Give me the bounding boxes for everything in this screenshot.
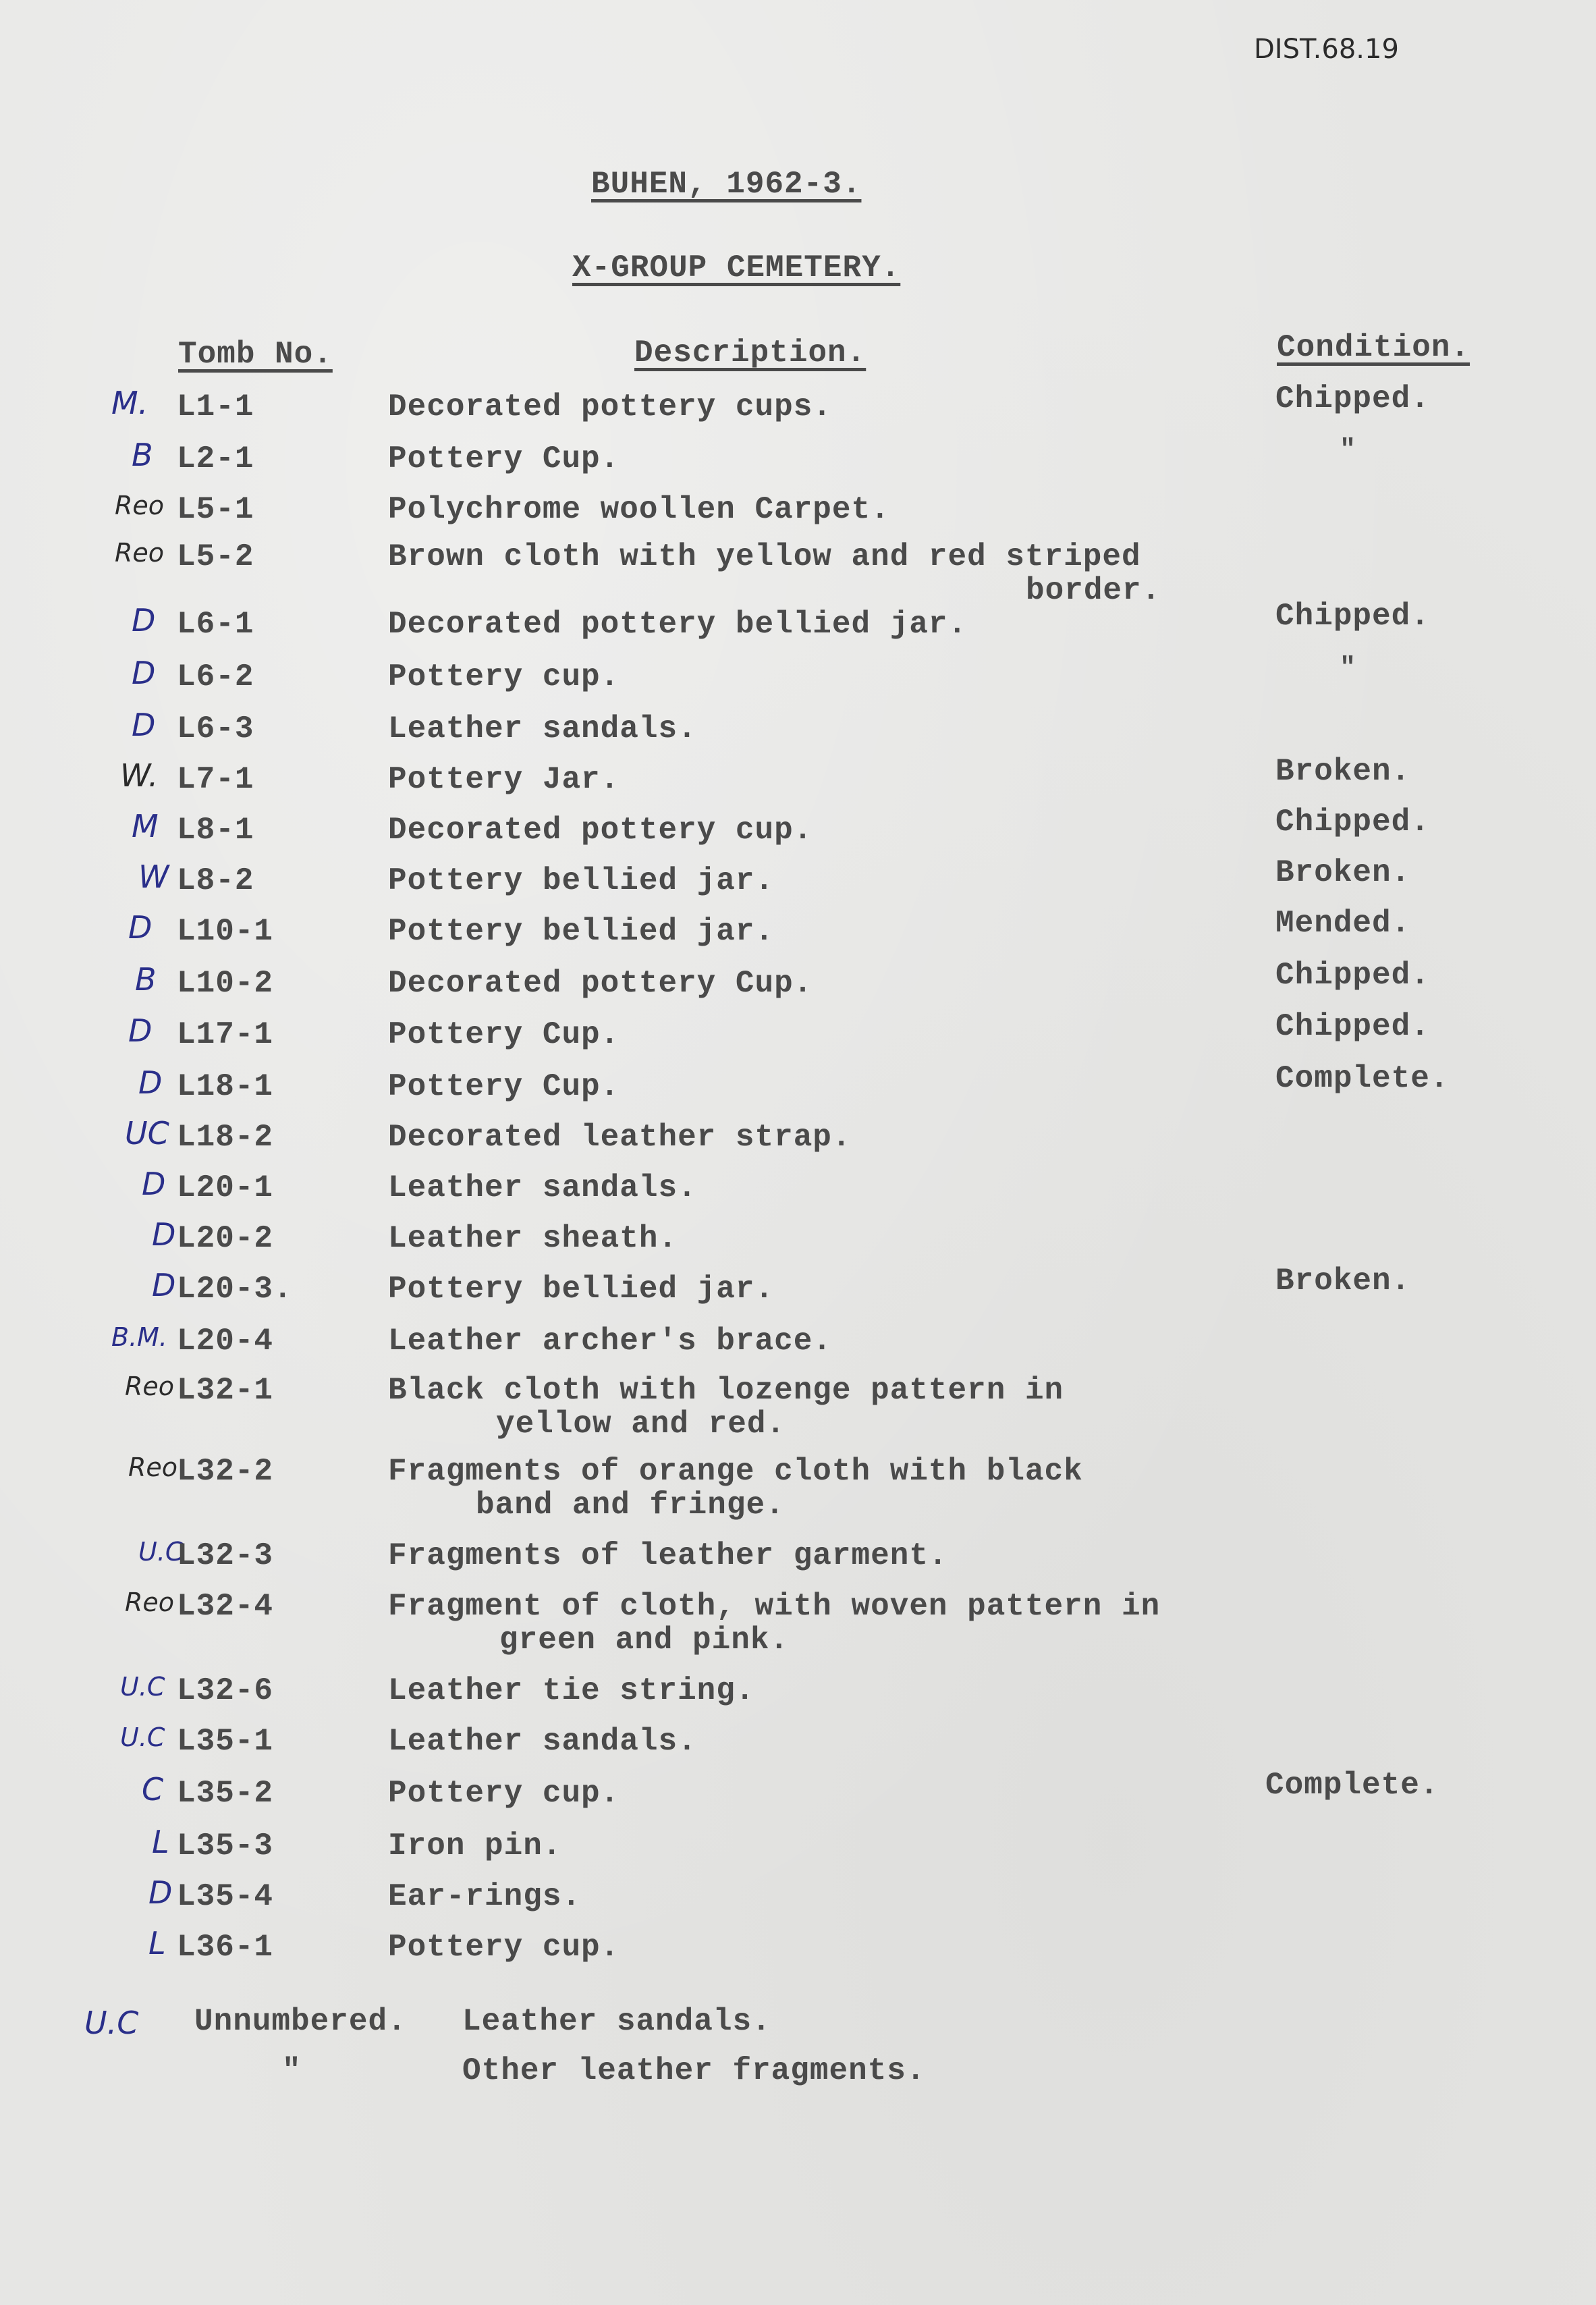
item-description: Leather sheath. (388, 1221, 678, 1256)
tomb-number: L35-3 (177, 1828, 274, 1864)
tomb-number: L6-1 (177, 607, 254, 642)
handwritten-location-mark: W (138, 859, 169, 895)
archive-reference: DIST.68.19 (1254, 34, 1399, 65)
handwritten-location-mark: B.M. (111, 1322, 168, 1352)
item-description: Decorated pottery cup. (388, 813, 813, 848)
handwritten-location-mark: B (132, 437, 153, 473)
handwritten-location-mark: U.C (84, 2005, 139, 2041)
tomb-number: L20-3. (177, 1272, 293, 1307)
tomb-number: L1-1 (177, 389, 254, 425)
item-condition: Chipped. (1275, 599, 1430, 634)
item-description: Leather sandals. (388, 711, 697, 747)
item-description: Black cloth with lozenge pattern in (388, 1373, 1064, 1408)
handwritten-location-mark: D (148, 1874, 173, 1911)
handwritten-location-mark: D (138, 1064, 163, 1101)
tomb-number: L35-2 (177, 1776, 274, 1811)
item-description: Pottery Cup. (388, 1069, 620, 1104)
item-description: Pottery bellied jar. (388, 1272, 775, 1307)
tomb-number: L18-2 (177, 1120, 274, 1155)
handwritten-location-mark: Reo (125, 1372, 175, 1401)
item-condition: Chipped. (1275, 1009, 1430, 1044)
tomb-number: L6-3 (177, 711, 254, 747)
item-description: Pottery cup. (388, 659, 620, 695)
handwritten-location-mark: D (132, 707, 156, 743)
tomb-number: L5-1 (177, 492, 254, 527)
tomb-number: L32-6 (177, 1673, 274, 1708)
item-description-continued: border. (1026, 573, 1161, 608)
tomb-number: L18-1 (177, 1069, 274, 1104)
item-description: Leather sandals. (388, 1170, 697, 1205)
handwritten-location-mark: D (142, 1166, 166, 1202)
tomb-number: L5-2 (177, 539, 254, 574)
item-condition: Broken. (1275, 855, 1411, 890)
handwritten-location-mark: L (152, 1824, 169, 1860)
unnumbered-label: " (282, 2053, 302, 2088)
tomb-number: L35-4 (177, 1879, 274, 1914)
item-description: Pottery Cup. (388, 441, 620, 477)
item-condition: " (1340, 653, 1357, 684)
header-tomb-no: Tomb No. (178, 337, 333, 372)
item-condition: Complete. (1275, 1061, 1450, 1096)
handwritten-location-mark: D (128, 909, 153, 946)
tomb-number: L32-1 (177, 1373, 274, 1408)
unnumbered-label: Unnumbered. (194, 2004, 407, 2039)
handwritten-location-mark: D (152, 1267, 176, 1303)
item-description: Decorated pottery bellied jar. (388, 607, 968, 642)
tomb-number: L6-2 (177, 659, 254, 695)
item-description: Polychrome woollen Carpet. (388, 492, 890, 527)
item-description: Decorated pottery cups. (388, 389, 832, 425)
item-description: Leather archer's brace. (388, 1324, 832, 1359)
tomb-number: L20-1 (177, 1170, 274, 1205)
header-condition: Condition. (1277, 330, 1470, 365)
tomb-number: L17-1 (177, 1017, 274, 1052)
handwritten-location-mark: W. (120, 757, 159, 794)
item-description: Leather sandals. (388, 1724, 697, 1759)
item-condition: Chipped. (1275, 381, 1430, 416)
item-condition: Broken. (1275, 1264, 1411, 1299)
item-description: Pottery bellied jar. (388, 863, 775, 898)
item-description: Pottery cup. (388, 1776, 620, 1811)
item-condition: " (1340, 435, 1357, 466)
handwritten-location-mark: Reo (115, 538, 165, 568)
tomb-number: L36-1 (177, 1930, 274, 1965)
item-description-continued: yellow and red. (496, 1407, 786, 1442)
header-description: Description. (634, 335, 866, 371)
handwritten-location-mark: L (148, 1925, 166, 1961)
item-description: Brown cloth with yellow and red striped (388, 539, 1141, 574)
handwritten-location-mark: D (128, 1012, 153, 1049)
item-condition: Chipped. (1275, 958, 1430, 993)
tomb-number: L32-4 (177, 1589, 274, 1624)
tomb-number: L8-1 (177, 813, 254, 848)
item-description: Ear-rings. (388, 1879, 582, 1914)
tomb-number: L20-4 (177, 1324, 274, 1359)
tomb-number: L7-1 (177, 762, 254, 797)
handwritten-location-mark: D (152, 1216, 176, 1253)
tomb-number: L10-2 (177, 966, 274, 1001)
item-description: Decorated leather strap. (388, 1120, 852, 1155)
tomb-number: L8-2 (177, 863, 254, 898)
item-description: Fragment of cloth, with woven pattern in (388, 1589, 1161, 1624)
item-condition: Mended. (1275, 906, 1411, 941)
item-description: Iron pin. (388, 1828, 562, 1864)
tomb-number: L20-2 (177, 1221, 274, 1256)
item-description: Decorated pottery Cup. (388, 966, 813, 1001)
item-description: Leather tie string. (388, 1673, 755, 1708)
handwritten-location-mark: M. (111, 385, 148, 421)
item-condition: Complete. (1265, 1768, 1439, 1803)
handwritten-location-mark: Reo (125, 1588, 175, 1617)
document-title: BUHEN, 1962-3. (591, 167, 862, 202)
item-description: Fragments of orange cloth with black (388, 1454, 1083, 1489)
unnumbered-description: Other leather fragments. (462, 2053, 926, 2088)
item-description: Fragments of leather garment. (388, 1538, 948, 1573)
unnumbered-description: Leather sandals. (462, 2004, 771, 2039)
handwritten-location-mark: U.C (138, 1537, 184, 1567)
tomb-number: L32-2 (177, 1454, 274, 1489)
item-description: Pottery Jar. (388, 762, 620, 797)
handwritten-location-mark: U.C (120, 1672, 165, 1702)
handwritten-location-mark: M (132, 808, 159, 844)
tomb-number: L32-3 (177, 1538, 274, 1573)
tomb-number: L35-1 (177, 1724, 274, 1759)
tomb-number: L2-1 (177, 441, 254, 477)
item-condition: Broken. (1275, 754, 1411, 789)
document-subtitle: X-GROUP CEMETERY. (572, 250, 901, 286)
tomb-number: L10-1 (177, 914, 274, 949)
item-description: Pottery Cup. (388, 1017, 620, 1052)
handwritten-location-mark: Reo (128, 1453, 178, 1482)
handwritten-location-mark: U.C (120, 1723, 165, 1752)
handwritten-location-mark: UC (125, 1115, 169, 1151)
item-description: Pottery cup. (388, 1930, 620, 1965)
handwritten-location-mark: Reo (115, 491, 165, 520)
handwritten-location-mark: D (132, 602, 156, 639)
handwritten-location-mark: C (142, 1771, 164, 1808)
item-description: Pottery bellied jar. (388, 914, 775, 949)
item-description-continued: green and pink. (499, 1623, 790, 1658)
handwritten-location-mark: B (135, 961, 157, 998)
item-description-continued: band and fringe. (476, 1488, 785, 1523)
item-condition: Chipped. (1275, 805, 1430, 840)
handwritten-location-mark: D (132, 655, 156, 691)
